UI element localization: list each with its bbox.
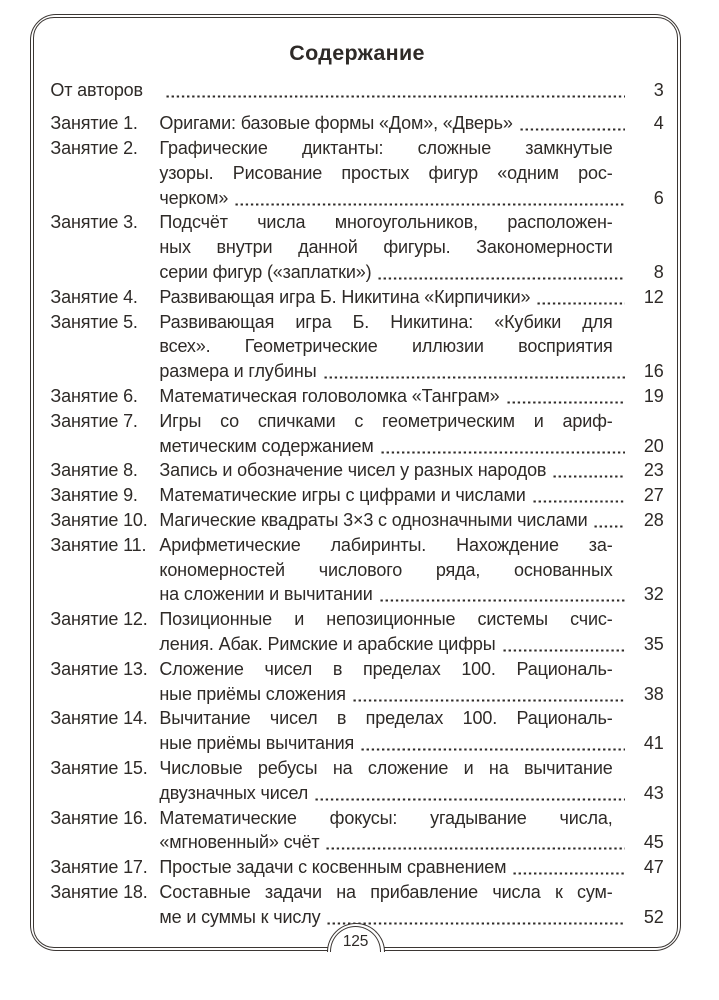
toc-entry-line: ме и суммы к числу <box>159 905 626 930</box>
toc-entry-line: Математические фокусы: угадывание числа, <box>159 807 613 828</box>
toc-content <box>34 18 676 946</box>
toc-entry-page: 3 <box>653 80 664 101</box>
page-frame-inner-border <box>33 17 677 947</box>
toc-entry-page: 8 <box>653 261 664 282</box>
toc-entry-line: Математические игры с цифрами и числами <box>159 483 626 508</box>
toc-entry-text <box>159 136 626 210</box>
toc-entry-line <box>159 78 626 103</box>
toc-entry-label: Занятие 3. <box>50 212 138 233</box>
toc-entry-line: Развивающая игра Б. Никитина: «Кубики для <box>159 311 613 332</box>
toc-entry-page: 4 <box>653 113 664 134</box>
toc-entry-line: Оригами: базовые формы «Дом», «Дверь» <box>159 111 626 136</box>
toc-entry-label: Занятие 18. <box>50 881 148 902</box>
toc-entry-line: Запись и обозначение чисел у разных народов <box>159 458 626 483</box>
toc-entry <box>50 458 663 483</box>
toc-entry-line: черком» <box>159 186 626 211</box>
toc-entry-text <box>159 607 626 657</box>
toc-entry-label: Занятие 11. <box>50 534 147 555</box>
toc-entry <box>50 533 663 607</box>
toc-entry-label: Занятие 2. <box>50 137 138 158</box>
toc-entry-line: Развивающая игра Б. Никитина «Кирпичики» <box>159 285 626 310</box>
toc-entry-line: Магические квадраты 3×3 с однозначными числами <box>159 508 626 533</box>
toc-entry-text <box>159 657 626 707</box>
toc-entry-text <box>159 806 626 856</box>
toc-entry-text <box>159 310 626 384</box>
toc-entry-text <box>159 508 626 533</box>
toc-entry-label: От авторов <box>50 80 143 101</box>
dot-leader <box>507 401 625 404</box>
toc-entry <box>50 210 663 284</box>
dot-leader <box>533 500 625 503</box>
toc-entry-text <box>159 880 626 930</box>
toc-entry-line: Вычитание чисел в пределах 100. Рациональ- <box>159 708 613 729</box>
toc-entry-label: Занятие 13. <box>50 658 148 679</box>
toc-entry-label: Занятие 17. <box>50 857 148 878</box>
dot-leader <box>235 203 624 206</box>
toc-entry-text <box>159 384 626 409</box>
toc-entry-line: кономерностей числового ряда, основанных <box>159 559 613 580</box>
toc-entry-label: Занятие 1. <box>50 113 138 134</box>
toc-entry <box>50 111 663 136</box>
toc-entry-line: ные приёмы вычитания <box>159 731 626 756</box>
toc-entry-text <box>159 409 626 459</box>
toc-entry <box>50 78 663 103</box>
toc-entry-page: 35 <box>643 633 664 654</box>
toc-entry-line: Математическая головоломка «Танграм» <box>159 384 626 409</box>
dot-leader <box>353 699 625 702</box>
toc-entry-page: 32 <box>643 584 664 605</box>
page-title: Содержание <box>289 41 425 66</box>
toc-entry-line: ных внутри данной фигуры. Закономерности <box>159 237 613 258</box>
dot-leader <box>594 525 624 528</box>
toc-entry-page: 45 <box>643 832 664 853</box>
dot-leader <box>503 649 625 652</box>
toc-entry-line: всех». Геометрические иллюзии восприятия <box>159 336 613 357</box>
toc-entry-line: Простые задачи с косвенным сравнением <box>159 855 626 880</box>
page-number-arc <box>330 926 381 951</box>
toc-entry-line: метическим содержанием <box>159 434 626 459</box>
toc-entry <box>50 136 663 210</box>
toc-entry-line: Составные задачи на прибавление числа к сум- <box>159 881 613 902</box>
toc-entry-line: двузначных чисел <box>159 781 626 806</box>
toc-entry-page: 23 <box>643 460 664 481</box>
toc-entry <box>50 285 663 310</box>
toc-entry <box>50 409 663 459</box>
toc-entry <box>50 310 663 384</box>
dot-leader <box>315 798 625 801</box>
toc-entry-text <box>159 111 626 136</box>
toc-entry-page: 28 <box>643 509 664 530</box>
toc-entry-text <box>159 78 626 103</box>
toc-entry-label: Занятие 16. <box>50 807 148 828</box>
toc-entry <box>50 756 663 806</box>
toc-entry <box>50 384 663 409</box>
toc-entry <box>50 483 663 508</box>
dot-leader <box>327 922 624 925</box>
toc-entry-page: 6 <box>653 187 664 208</box>
toc-entry-page: 27 <box>643 485 664 506</box>
toc-entry-line: размера и глубины <box>159 359 626 384</box>
toc-entry-line: Сложение чисел в пределах 100. Рациональ- <box>159 658 613 679</box>
toc-entry-page: 43 <box>643 782 664 803</box>
dot-leader <box>381 451 625 454</box>
toc-entry-label: Занятие 15. <box>50 757 148 778</box>
toc-entry-text <box>159 458 626 483</box>
toc-entry-line: Игры со спичками с геометрическим и ариф- <box>159 410 613 431</box>
toc-entry <box>50 508 663 533</box>
toc-entry-label: Занятие 9. <box>50 485 138 506</box>
toc-entry-line: на сложении и вычитании <box>159 582 626 607</box>
toc-entry-page: 47 <box>643 857 664 878</box>
toc-entry-label: Занятие 6. <box>50 385 138 406</box>
toc-entry-label: Занятие 14. <box>50 708 148 729</box>
dot-leader <box>520 128 625 131</box>
toc-entry-page: 20 <box>643 435 664 456</box>
page-number: 125 <box>342 932 369 950</box>
toc-entry-text <box>159 285 626 310</box>
toc-entry <box>50 706 663 756</box>
toc-entry-line: ные приёмы сложения <box>159 682 626 707</box>
toc-entry-line: Числовые ребусы на сложение и на вычитание <box>159 757 613 778</box>
dot-leader <box>380 599 625 602</box>
toc-entry-label: Занятие 8. <box>50 460 138 481</box>
toc-entry-label: Занятие 5. <box>50 311 138 332</box>
page-frame <box>30 14 681 951</box>
dot-leader <box>553 475 624 478</box>
dot-leader <box>537 302 624 305</box>
toc-entry-page: 12 <box>643 286 664 307</box>
toc-entry-text <box>159 706 626 756</box>
dot-leader <box>166 95 624 98</box>
toc-entry-text <box>159 483 626 508</box>
toc-entry-text <box>159 756 626 806</box>
toc-entry <box>50 607 663 657</box>
toc-entry-text <box>159 533 626 607</box>
toc-entry <box>50 855 663 880</box>
toc-entry-page: 16 <box>643 361 664 382</box>
toc-entry-label: Занятие 4. <box>50 286 138 307</box>
toc-entry-line: Арифметические лабиринты. Нахождение за- <box>159 534 613 555</box>
toc-entry-line: Подсчёт числа многоугольников, расположен- <box>159 212 613 233</box>
toc-entry-line: Позиционные и непозиционные системы счис- <box>159 609 613 630</box>
toc-entry-text <box>159 855 626 880</box>
toc-entry-label: Занятие 7. <box>50 410 138 431</box>
toc-entry-page: 19 <box>643 385 664 406</box>
dot-leader <box>513 872 624 875</box>
dot-leader <box>324 376 625 379</box>
toc-entry-label: Занятие 10. <box>50 509 148 530</box>
toc-entry <box>50 806 663 856</box>
toc-entry-text <box>159 210 626 284</box>
toc-entry-line: Графические диктанты: сложные замкнутые <box>159 137 613 158</box>
toc-entry-page: 41 <box>643 733 664 754</box>
toc-entry-page: 52 <box>643 906 664 927</box>
toc-entry-page: 38 <box>643 683 664 704</box>
dot-leader <box>378 277 624 280</box>
toc-entry-label: Занятие 12. <box>50 609 148 630</box>
toc-list <box>50 78 663 929</box>
toc-entry <box>50 657 663 707</box>
dot-leader <box>361 748 624 751</box>
toc-entry-line: узоры. Рисование простых фигур «одним рос- <box>159 162 613 183</box>
dot-leader <box>326 847 624 850</box>
toc-entry-line: серии фигур («заплатки») <box>159 260 626 285</box>
toc-entry-line: ления. Абак. Римские и арабские цифры <box>159 632 626 657</box>
toc-entry-line: «мгновенный» счёт <box>159 830 626 855</box>
